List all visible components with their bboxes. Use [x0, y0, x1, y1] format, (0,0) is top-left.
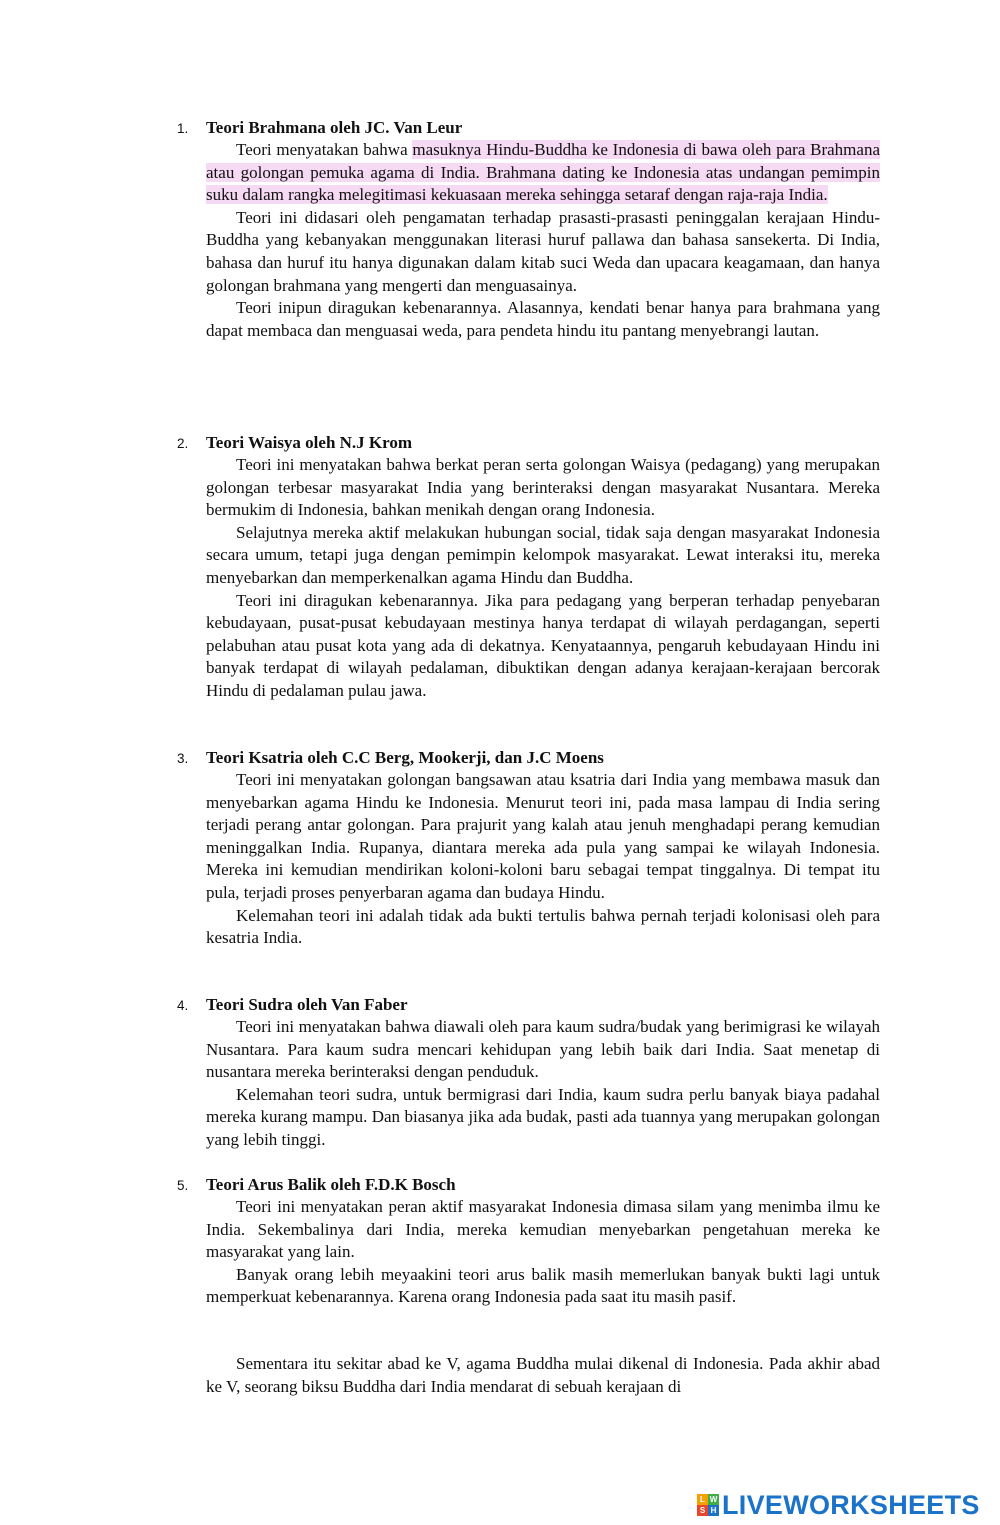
paragraph — [206, 139, 880, 207]
liveworksheets-logo — [697, 1488, 980, 1522]
paragraph: Kelemahan teori ini adalah tidak ada bukti tertulis bahwa pernah terjadi kolonisasi oleh para kesatria India. — [206, 905, 880, 948]
paragraph: Teori ini menyatakan peran aktif masyarakat Indonesia dimasa silam yang menimba ilmu ke India. Sekembalinya dari India, mereka kemudian menyebarkan pengetahuan mereka ke masyarakat yang lain. — [206, 1197, 880, 1262]
paragraph: Banyak orang lebih meyaakini teori arus balik masih memerlukan banyak bukti lagi untuk memperkuat kebenarannya. Karena orang Indonesia pada saat itu masih pasif. — [206, 1264, 880, 1307]
section-number: 2. — [177, 436, 189, 451]
section-teori-ksatria — [175, 747, 880, 950]
logo-text: LIVEWORKSHEETS — [722, 1489, 980, 1520]
section-number: 4. — [177, 998, 189, 1013]
section-teori-waisya — [175, 432, 880, 703]
section-number: 5. — [177, 1178, 189, 1193]
section-heading — [175, 117, 880, 139]
closing-section — [175, 1353, 880, 1398]
section-heading — [175, 747, 880, 769]
section-heading — [175, 994, 880, 1016]
paragraph: Teori inipun diragukan kebenarannya. Alasannya, kendati benar hanya para brahmana yang dapat membaca dan menguasai weda, para pendeta hindu itu pantang menyebrangi lautan. — [206, 298, 880, 340]
paragraph: Selajutnya mereka aktif melakukan hubungan social, tidak saja dengan masyarakat Indonesia secara umum, tetapi juga dengan pemimpin kelompok masyarakat. Lewat interaksi itu, mereka menyebarkan dan memperkenalkan agama Hindu dan Buddha. — [206, 522, 880, 587]
section-title: Teori Ksatria oleh C.C Berg, Mookerji, dan J.C Moens — [206, 748, 604, 767]
paragraph: Teori ini menyatakan bahwa berkat peran serta golongan Waisya (pedagang) yang merupakan golongan terbesar masyarakat India yang berinteraksi dengan masyarakat Nusantara. Mereka bermukim di Indonesia, bahkan menikah dengan orang Indonesia. — [206, 455, 880, 520]
logo-icon-letter: W — [709, 1495, 718, 1504]
liveworksheets-logo-icon — [697, 1494, 719, 1516]
paragraph: Teori ini menyatakan bahwa diawali oleh para kaum sudra/budak yang berimigrasi ke wilayah Nusantara. Para kaum sudra mencari kehidupan yang lebih baik dari India. Saat menetap di nusantara mereka berinteraksi dengan penduduk. — [206, 1017, 880, 1082]
section-heading — [175, 432, 880, 454]
paragraph: Kelemahan teori sudra, untuk bermigrasi dari India, kaum sudra perlu banyak biaya padahal mereka kurang mampu. Dan biasanya jika ada budak, pasti ada tuannya yang merupakan golongan yang lebih tinggi. — [206, 1084, 880, 1149]
paragraph: Teori ini didasari oleh pengamatan terhadap prasasti-prasasti peninggalan kerajaan Hindu-Buddha yang kebanyakan menggunakan literasi huruf pallawa dan bahasa sansekerta. Di India, bahasa dan huruf itu hanya digunakan dalam kitab suci Weda dan upacara keagamaan, dan hanya golongan brahmana yang mengerti dan menguasainya. — [206, 207, 880, 295]
highlighted-text: masuknya Hindu-Buddha ke Indonesia di bawa oleh para Brahmana atau golongan pemuka agama di India. Brahmana dating ke Indonesia atas undangan pemimpin suku dalam rangka melegitimasi kekuasaan mereka sehingga setaraf dengan raja-raja India. — [206, 140, 880, 205]
section-teori-brahmana — [175, 117, 880, 342]
section-teori-arus-balik — [175, 1174, 880, 1309]
section-title: Teori Arus Balik oleh F.D.K Bosch — [206, 1175, 456, 1194]
section-title: Teori Brahmana oleh JC. Van Leur — [206, 118, 463, 137]
section-heading — [175, 1174, 880, 1196]
logo-icon-letter: H — [708, 1505, 719, 1516]
paragraph: Teori ini diragukan kebenarannya. Jika para pedagang yang berperan terhadap penyebaran kebudayaan, pusat-pusat kebudayaan mestinya hanya terdapat di wilayah perdagangan, seperti pelabuhan atau pusat kota yang ada di dekatnya. Kenyataannya, pengaruh kebudayaan Hindu ini banyak terdapat di wilayah pedalaman, dibuktikan dengan adanya kerajaan-kerajaan bercorak Hindu di pedalaman pulau jawa. — [206, 590, 880, 700]
closing-paragraph: Sementara itu sekitar abad ke V, agama Buddha mulai dikenal di Indonesia. Pada akhir abad ke V, seorang biksu Buddha dari India mendarat di sebuah kerajaan di — [206, 1354, 880, 1396]
paragraph-intro: Teori menyatakan bahwa — [236, 140, 413, 159]
paragraph: Teori ini menyatakan golongan bangsawan atau ksatria dari India yang membawa masuk dan menyebarkan agama Hindu ke Indonesia. Menurut teori ini, pada masa lampau di India sering terjadi perang antar golongan. Para prajurit yang kalah atau jenuh menghadapi perang kemudian meninggalkan India. Rupanya, diantara mereka ada pula yang sampai ke wilayah Indonesia. Mereka ini kemudian mendirikan koloni-koloni baru sebagai tempat tinggalnya. Di tempat itu pula, terjadi proses penyerbaran agama dan budaya Hindu. — [206, 770, 880, 902]
section-number: 1. — [177, 121, 189, 136]
logo-icon-letter: S — [697, 1505, 708, 1516]
section-teori-sudra — [175, 994, 880, 1152]
section-number: 3. — [177, 751, 189, 766]
logo-icon-letter: L — [697, 1494, 708, 1505]
section-title: Teori Sudra oleh Van Faber — [206, 995, 408, 1014]
section-title: Teori Waisya oleh N.J Krom — [206, 433, 413, 452]
